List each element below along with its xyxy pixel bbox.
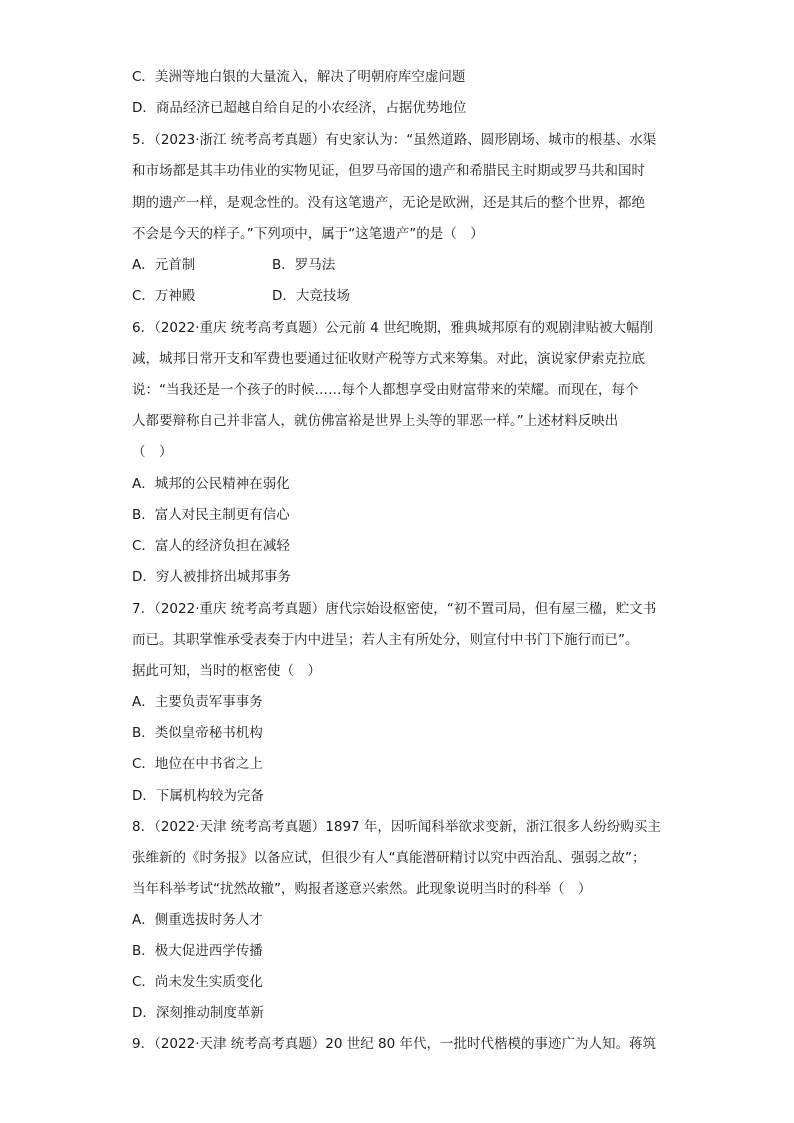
q8-option-d: D．深刻推动制度革新: [132, 1005, 264, 1021]
q6-stem-line-3: 说：“当我还是一个孩子的时候……每个人都想享受由财富带来的荣耀。而现在，每个: [132, 382, 639, 398]
q8-stem-line-1: 8．（2022·天津 统考高考真题）1897 年，因听闻科举欲求变新，浙江很多人纷纷购买主: [132, 819, 661, 835]
q4-option-c: C．美洲等地白银的大量流入，解决了明朝府库空虚问题: [132, 69, 466, 85]
q6-option-b: B．富人对民主制更有信心: [132, 507, 290, 523]
q9-stem-line-1: 9．（2022·天津 统考高考真题）20 世纪 80 年代，一批时代楷模的事迹广为人知。蒋筑: [132, 1036, 657, 1052]
q5-option-d: D．大竞技场: [272, 288, 350, 304]
q5-stem-line-3: 期的遗产一样，是观念性的。没有这笔遗产，无论是欧洲，还是其后的整个世界，都绝: [132, 195, 645, 211]
q8-stem-line-3: 当年科举考试“扰然故辙”，购报者遂意兴索然。此现象说明当时的科举（ ）: [132, 881, 592, 897]
q7-option-b: B．类似皇帝秘书机构: [132, 725, 263, 741]
q8-stem-line-2: 张维新的《时务报》以备应试，但很少有人“真能潜研精讨以究中西治乱、强弱之故”；: [132, 850, 646, 866]
q4-option-d: D．商品经济已超越自给自足的小农经济，占据优势地位: [132, 100, 467, 116]
q5-option-c: C．万神殿: [132, 288, 196, 304]
q6-stem-line-4: 人都要辩称自己并非富人，就仿佛富裕是世界上头等的罪恶一样。”上述材料反映出: [132, 413, 619, 429]
q5-stem-line-4: 不会是今天的样子。”下列项中，属于“这笔遗产”的是（ ）: [132, 226, 484, 242]
q6-option-d: D．穷人被排挤出城邦事务: [132, 569, 291, 585]
q7-option-d: D．下属机构较为完备: [132, 788, 264, 804]
q6-option-c: C．富人的经济负担在减轻: [132, 538, 290, 554]
q6-stem-line-5: （ ）: [132, 444, 173, 460]
q5-options-row-1: [132, 255, 335, 275]
q7-stem-line-3: 据此可知，当时的枢密使（ ）: [132, 663, 321, 679]
q7-option-c: C．地位在中书省之上: [132, 756, 263, 772]
q8-option-b: B．极大促进西学传播: [132, 943, 263, 959]
q5-stem-line-2: 和市场都是其丰功伟业的实物见证，但罗马帝国的遗产和希腊民主时期或罗马共和国时: [132, 163, 645, 179]
q7-option-a: A．主要负责军事事务: [132, 694, 263, 710]
q5-stem-line-1: 5．（2023·浙江 统考高考真题）有史家认为：“虽然道路、圆形剧场、城市的根基、水渠: [132, 132, 657, 148]
q5-options-row-2: [132, 286, 350, 306]
q6-stem-line-2: 减，城邦日常开支和军费也要通过征收财产税等方式来筹集。对此，演说家伊索克拉底: [132, 351, 645, 367]
q8-option-c: C．尚未发生实质变化: [132, 974, 263, 990]
q5-option-b: B．罗马法: [272, 257, 336, 273]
q7-stem-line-1: 7．（2022·重庆 统考高考真题）唐代宗始设枢密使，“初不置司局，但有屋三楹，贮文书: [132, 601, 657, 617]
q8-option-a: A．侧重选拔时务人才: [132, 912, 263, 928]
q7-stem-line-2: 而已。其职掌惟承受表奏于内中进呈；若人主有所处分，则宣付中书门下施行而已”。: [132, 632, 639, 648]
q5-option-a: A．元首制: [132, 257, 196, 273]
q6-option-a: A．城邦的公民精神在弱化: [132, 476, 290, 492]
q6-stem-line-1: 6．（2022·重庆 统考高考真题）公元前 4 世纪晚期，雅典城邦原有的观剧津贴被大幅削: [132, 320, 653, 336]
